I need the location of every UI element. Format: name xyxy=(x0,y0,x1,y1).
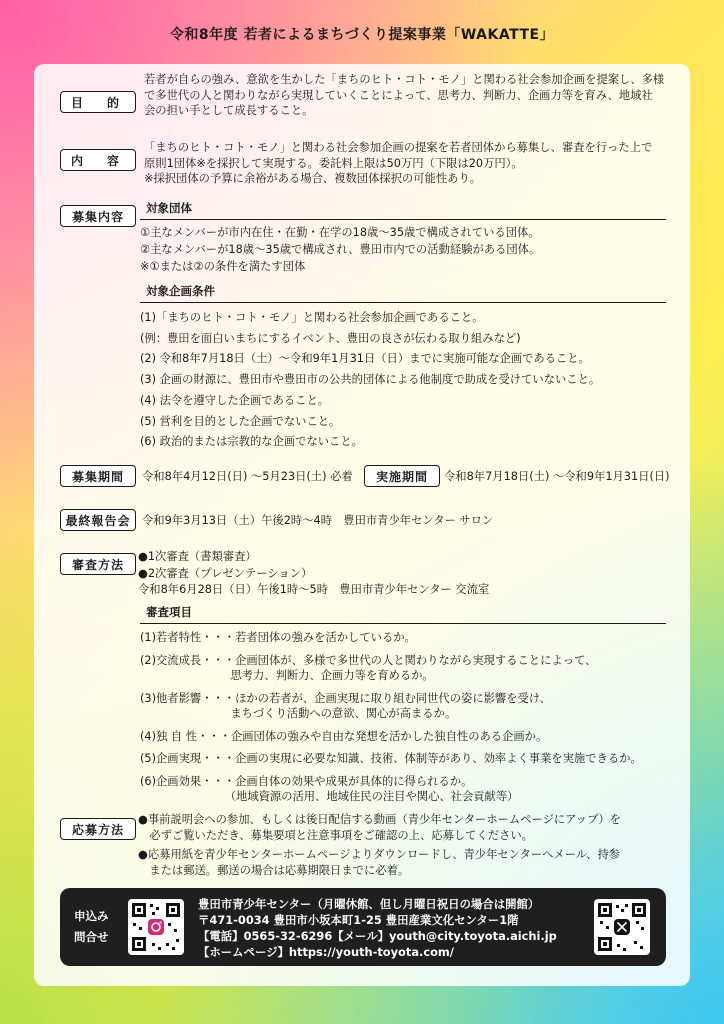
period-label: 募集期間 xyxy=(60,465,136,487)
review-item: (1)若者特性・・・若者団体の強みを活かしているか。 xyxy=(140,631,416,644)
content-text xyxy=(144,140,652,187)
text-line: ※採択団体の予算に余裕がある場合、複数団体採択の可能性あり。 xyxy=(144,172,482,185)
condition-text xyxy=(140,308,600,453)
contact-footer xyxy=(60,888,666,966)
final-report-label: 最終報告会 xyxy=(60,509,136,531)
review-item: (3)他者影響・・・ほかの若者が、企画実現に取り組む同世代の姿に影響を受け、 xyxy=(140,691,551,705)
apply-text xyxy=(138,812,621,879)
text-line: (3) 企画の財源に、豊田市や豊田市の公共的団体による他制度で助成を受けていないこと。 xyxy=(140,373,601,387)
page-title: 令和8年度 若者によるまちづくり提案事業「WAKATTE」 xyxy=(169,27,555,43)
apply-label: 応募方法 xyxy=(60,818,136,840)
text-line: ※①または②の条件を満たす団体 xyxy=(140,260,306,273)
text-line: (1)「まちのヒト・コト・モノ」と関わる社会参加企画であること。 xyxy=(140,311,484,324)
text-line: または郵送。郵送の場合は応募期限日までに必着。 xyxy=(138,864,410,877)
period-text: 令和8年4月12日(日) ～5月23日(土) 必着 xyxy=(142,470,353,483)
x-icon xyxy=(614,919,630,935)
text-line: (例：豊田を面白いまちにするイベント、豊田の良さが伝わる取り組みなど) xyxy=(140,331,521,345)
content-label: 内 容 xyxy=(60,149,136,171)
review-item: (6)企画効果・・・企画自体の効果や成果が具体的に得られるか。 xyxy=(140,774,473,788)
text-line: で多世代の人と関わりながら実現していくことによって、思考力、判断力、企画力等を育み、地域社 xyxy=(144,88,653,102)
qr-code-x[interactable] xyxy=(594,899,650,955)
contact-line-homepage[interactable]: 【ホームページ】https://youth-toyota.com/ xyxy=(198,945,454,959)
text-line: ②主なメンバーが18歳～35歳で構成され、豊田市内での活動経験がある団体。 xyxy=(140,243,541,256)
recruit-label: 募集内容 xyxy=(60,205,136,227)
final-report-text: 令和9年3月13日（土）午後2時～4時 豊田市青少年センター サロン xyxy=(142,514,494,527)
impl-period-text: 令和8年7月18日(土) ～令和9年1月31日(日) xyxy=(444,470,670,483)
review-item: （地域資源の活用、地域住民の注目や関心、社会貢献等） xyxy=(140,790,519,803)
purpose-label: 目 的 xyxy=(60,91,136,113)
contact-title xyxy=(74,906,109,948)
condition-heading: 対象企画条件 xyxy=(140,283,666,303)
review-item: (4)独 自 性・・・企画団体の強みや自由な発想を活かした独自性のある企画か。 xyxy=(140,729,548,743)
target-heading: 対象団体 xyxy=(140,200,666,220)
review-label: 審査方法 xyxy=(60,553,136,575)
text-line: 令和8年6月28日（日）午後1時～5時 豊田市青少年センター 交流室 xyxy=(138,583,490,596)
contact-title-line: 申込み xyxy=(74,909,109,923)
text-line: (2) 令和8年7月18日（土）～令和9年1月31日（日）までに実施可能な企画であること。 xyxy=(140,352,590,366)
text-line: (5) 営利を目的とした企画でないこと。 xyxy=(140,414,341,428)
contact-title-line: 問合せ xyxy=(74,930,109,944)
text-line: ●事前説明会への参加、もしくは後日配信する動画（青少年センターホームページにアップ）を xyxy=(138,813,621,826)
text-line: 「まちのヒト・コト・モノ」と関わる社会参加企画の提案を若者団体から募集し、審査を行った上で xyxy=(144,141,653,154)
impl-period-label: 実施期間 xyxy=(364,465,440,487)
review-text xyxy=(138,549,489,599)
review-item: (2)交流成長・・・企画団体が、多様で多世代の人と関わりながら実現することによって、 xyxy=(140,653,597,667)
text-line: (6) 政治的または宗教的な企画でないこと。 xyxy=(140,435,363,449)
text-line: (4) 法令を遵守した企画であること。 xyxy=(140,393,330,407)
target-text xyxy=(140,224,540,275)
text-line: 若者が自らの強み、意欲を生かした「まちのヒト・コト・モノ」と関わる社会参加企画を提案し、多様 xyxy=(144,73,665,86)
qr-code-instagram[interactable] xyxy=(128,899,184,955)
text-line: 必ずご覧いただき、募集要項と注意事項をご確認の上、応募してください。 xyxy=(138,829,533,842)
review-item: 思考力、判断力、企画力等を育めるか。 xyxy=(140,669,434,682)
contact-details xyxy=(198,896,557,960)
text-line: 会の担い手として成長すること。 xyxy=(144,104,314,117)
text-line: 原則1団体※を採択して実現する。委託料上限は50万円（下限は20万円）。 xyxy=(144,156,523,170)
contact-line-phone-mail[interactable]: 【電話】0565-32-6296【メール】youth@city.toyota.aichi.jp xyxy=(198,929,557,943)
text-line: ●1次審査（書類審査） xyxy=(138,550,257,563)
review-items-heading: 審査項目 xyxy=(140,604,666,624)
review-item: まちづくり活動への意欲、関心が高まるか。 xyxy=(140,707,457,720)
instagram-icon xyxy=(148,919,164,935)
review-item: (5)企画実現・・・企画の実現に必要な知識、技術、体制等があり、効率よく事業を実施できるか。 xyxy=(140,752,642,765)
purpose-text xyxy=(144,72,664,119)
text-line: ●応募用紙を青少年センターホームページよりダウンロードし、青少年センターへメール、持参 xyxy=(138,848,621,861)
contact-line-address: 〒471-0034 豊田市小坂本町1-25 豊田産業文化センター1階 xyxy=(198,913,519,927)
text-line: ●2次審査（プレゼンテーション） xyxy=(138,566,313,580)
contact-line-center: 豊田市青少年センター（月曜休館、但し月曜日祝日の場合は開館） xyxy=(198,897,540,911)
review-items xyxy=(140,630,642,805)
text-line: ①主なメンバーが市内在住・在勤・在学の18歳～35歳で構成されている団体。 xyxy=(140,226,540,239)
content-card xyxy=(34,64,690,986)
